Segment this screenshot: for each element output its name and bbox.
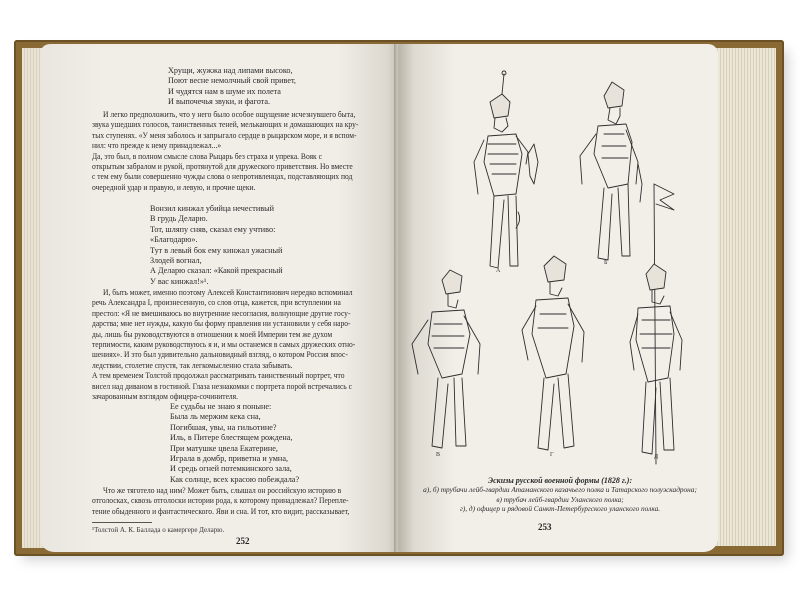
text-line: Погибшая, увы, на гильотине?: [170, 422, 277, 432]
text-line: А тем временем Толстой продолжал рассматривать таинственный портрет, что: [92, 371, 345, 381]
paragraph-block-3: [92, 486, 349, 517]
lance-with-flag: [654, 184, 674, 464]
text-line: «Благодарю».: [150, 235, 198, 245]
page-number-right: 253: [538, 522, 552, 532]
text-line: ледствии, столетие спустя, так легкомысленно стала забывать.: [92, 360, 293, 370]
text-line: Вонзил кинжал убийца нечестивый: [150, 204, 275, 213]
text-line: В грудь Деларю.: [150, 214, 208, 224]
figure-c-trumpeter: [412, 270, 480, 448]
figure-letter-c: В: [436, 452, 441, 458]
paragraph-block-1: [92, 110, 358, 193]
caption-line: а), б) трубачи лейб-гвардии Атаманского казачьего полка и Татарского полуэскадрона;: [423, 485, 697, 495]
page-edges-right: [712, 48, 776, 546]
caption-title: Эскизы русской военной формы (1828 г.):: [487, 476, 633, 485]
text-line: При матушке цвела Екатерине,: [170, 443, 278, 453]
text-line: престол: «Я не вмешиваюсь во внутренние несогласия, волнующие другие госу-: [92, 308, 351, 318]
text-line: речь Александра I, произнесенную, со слов отца, кажется, при вступлении на: [92, 298, 341, 308]
page-number-left: 252: [236, 536, 250, 546]
text-line: с тем ему были совершенно чужды слова о непротивленцах, подставляющих под: [92, 172, 353, 182]
text-line: отголосках, сквозь отголоски истории рода, к которому принадлежал? Перепле-: [92, 496, 349, 506]
figure-b-trumpeter: [580, 82, 642, 260]
text-line: Да, это был, в полном смысле слова Рыцарь без страха и упрека. Вояк с: [92, 151, 322, 161]
text-line: Злодей вогнал,: [150, 256, 202, 266]
text-line: Играла в домбр, приветна и умна,: [170, 454, 288, 464]
text-line: очередной удар и правую, и левую, и прочие щеки.: [92, 182, 256, 192]
text-line: Как солнце, всех красою побеждала?: [170, 474, 300, 484]
poem-middle: [150, 204, 283, 287]
text-line: ды, лишь бы руководствуются в отношении к моей Империи тем же духом: [92, 329, 333, 339]
figure-letter-b: Б: [604, 260, 608, 266]
text-line: терпимости, каким руководствуюсь я и, и мы останемся в самых дружеских отно-: [92, 340, 356, 350]
text-line: И средь огней потемкинского зала,: [170, 464, 292, 474]
text-line: Хрущи, жужжа над липами высоко,: [168, 66, 293, 75]
text-line: нил: что прежде к нему принадлежал...»: [92, 141, 222, 151]
right-page: [398, 44, 718, 552]
text-line: Что же тяготело над ним? Может быть, слышал он российскую историю в: [103, 486, 342, 495]
text-line: Тот, шляпу сняв, сказал ему учтиво:: [150, 224, 276, 234]
text-line: Ее судьбы не знаю я поныне:: [170, 402, 272, 411]
paragraph-block-2: [92, 288, 355, 402]
text-line: У вас кинжал!»¹.: [150, 276, 209, 286]
text-line: Тут в левый бок ему кинжал ужасный: [150, 245, 283, 255]
figure-letter-e: Д: [654, 454, 659, 460]
poem-top: [168, 66, 296, 108]
text-line: И, быть может, именно поэтому Алексей Константинович нередко вспоминал: [103, 288, 353, 297]
text-line: И легко предположить, что у него было особое ощущение исчезнувшего быта,: [103, 110, 356, 119]
figure-a-trumpeter: [474, 71, 538, 268]
figure-letter-a: А: [496, 268, 501, 274]
figure-caption: [412, 476, 708, 514]
text-line: Была ль мержим кека сна,: [170, 412, 261, 422]
caption-line: в) трубач лейб-гвардии Уланского полка;: [496, 494, 624, 504]
text-line: Поют весне немолчный свой привет,: [168, 76, 296, 86]
text-line: Иль, в Питере блестящем рождена,: [170, 433, 293, 443]
text-line: дарства; мне нет нужды, какую бы форму правления ни установили у себя наро-: [92, 319, 351, 329]
poem-bottom: [170, 402, 299, 485]
figure-letter-d: Г: [550, 452, 554, 458]
text-line: зачарованным взглядом офицера-сочинителя.: [92, 392, 239, 402]
footnote-rule: [92, 522, 152, 523]
text-line: И чудятся нам в шуме их полета: [168, 86, 281, 96]
text-line: А Деларю сказал: «Какой прекрасный: [150, 266, 283, 276]
caption-line: г), д) офицер и рядовой Санкт-Петербургского уланского полка.: [459, 504, 661, 514]
left-page: [40, 44, 402, 552]
text-line: тых ступенях. «У меня заболось и запрыгало сердце в рыцарском море, и я вспом-: [92, 130, 357, 140]
text-line: шениях». И это был удивительно дальновидный взгляд, о котором Россия впос-: [92, 350, 348, 360]
footnote: ¹Толстой А. К. Баллада о камергере Деларю.: [92, 526, 225, 534]
figure-d-officer: [522, 256, 584, 450]
text-line: И выпочечья звуки, и фагота.: [168, 97, 271, 107]
text-line: висел над диваном в гостиной. Глаза незнакомки с портрета порой встречались с: [92, 381, 352, 391]
text-line: звука ушедших голосов, таинственных теней, мелькающих и домашающих на кру-: [92, 120, 359, 130]
text-line: тение обыденного и фантастического. Яви и сна. И тот, кто видит, рассказывает,: [92, 506, 350, 516]
text-line: открытым забралом и рукой, протянутой для дружеского приветствия. Но вместе: [92, 162, 353, 172]
